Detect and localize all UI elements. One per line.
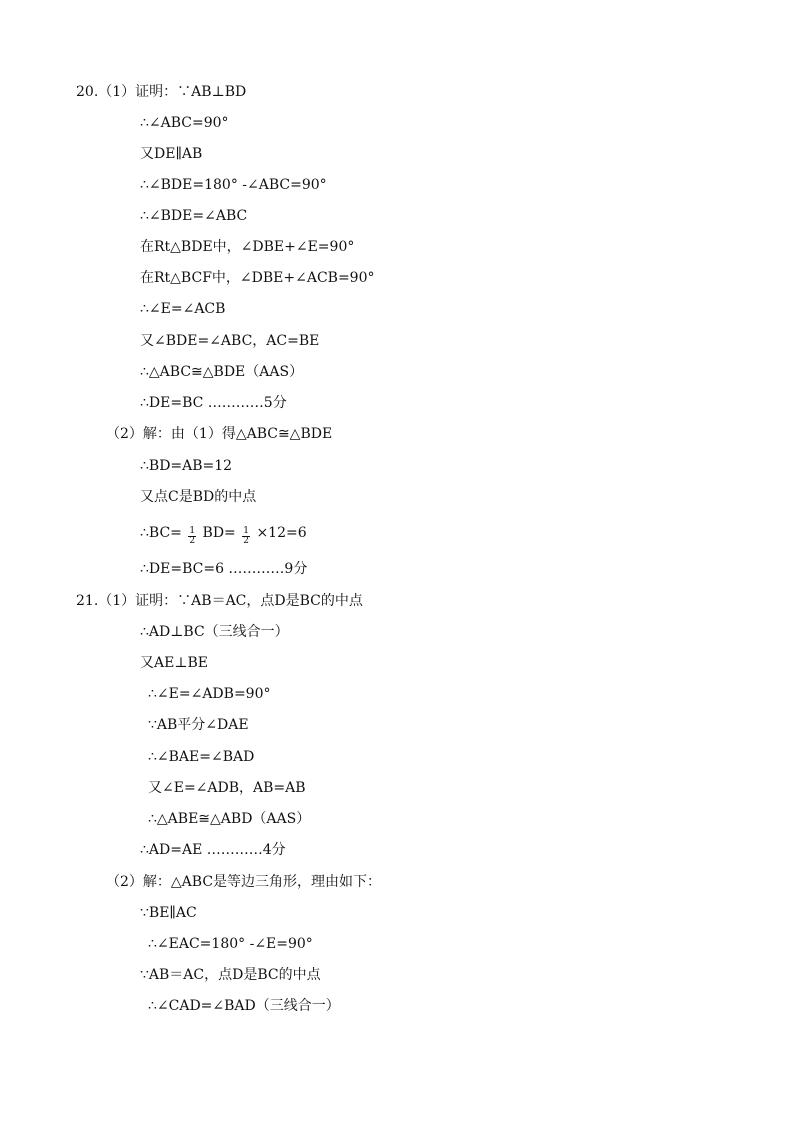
line-20-rt-bcf: 在Rt△BCF中，∠DBE+∠ACB=90° (140, 270, 375, 286)
line-21-ad-perp-bc: ∴AD⊥BC（三线合一） (140, 624, 289, 640)
line-21-e-adb-90: ∴∠E=∠ADB=90° (148, 686, 271, 702)
line-20-de-parallel: 又DE∥AB (140, 146, 203, 162)
line-21-e-adb-ab: 又∠E=∠ADB，AB=AB (148, 780, 306, 796)
line-20-bd-ab-12: ∴BD=AB=12 (140, 458, 233, 474)
fraction-b-denominator: 2 (243, 536, 249, 546)
line-20-c-midpoint: 又点C是BD的中点 (140, 489, 257, 505)
line-21-ad-ae: ∴AD=AE …………4分 (140, 842, 286, 858)
line-20-e-eq-acb: ∴∠E=∠ACB (140, 301, 226, 317)
fraction-one-half-a (188, 527, 196, 546)
fraction-one-half-b (242, 527, 250, 546)
line-20-1-head: 20.（1）证明：∵AB⊥BD (76, 84, 247, 100)
line-21-1-head: 21.（1）证明：∵AB＝AC，点D是BC的中点 (76, 593, 363, 609)
line-20-2-head: （2）解：由（1）得△ABC≅△BDE (106, 426, 333, 442)
line-20-bde-eq-abc: ∴∠BDE=∠ABC (140, 208, 248, 224)
line-21-congruent: ∴△ABE≅△ABD（AAS） (148, 811, 311, 827)
line-20-rt-bde: 在Rt△BDE中，∠DBE+∠E=90° (140, 239, 355, 255)
line-21-2-head: （2）解：△ABC是等边三角形，理由如下： (106, 874, 382, 890)
line-20-de-bc-6: ∴DE=BC=6 …………9分 (140, 561, 308, 577)
frac-line-suffix: ×12=6 (256, 525, 307, 541)
fraction-a-denominator: 2 (189, 536, 196, 546)
line-20-bc-fraction (140, 524, 307, 546)
line-20-de-eq-bc: ∴DE=BC …………5分 (140, 395, 287, 411)
line-20-bde-ac-be: 又∠BDE=∠ABC，AC=BE (140, 333, 320, 349)
frac-line-mid: BD= (202, 525, 236, 541)
line-21-ae-perp-be: 又AE⊥BE (140, 655, 209, 671)
line-21-be-parallel: ∵BE∥AC (140, 905, 197, 921)
fraction-a-numerator: 1 (189, 526, 196, 536)
line-20-congruent: ∴△ABC≅△BDE（AAS） (140, 364, 304, 380)
line-21-cad-bad: ∴∠CAD=∠BAD（三线合一） (148, 998, 340, 1014)
frac-line-prefix: ∴BC= (140, 525, 182, 541)
line-20-abc-90: ∴∠ABC=90° (140, 115, 229, 131)
line-21-eac-90: ∴∠EAC=180° -∠E=90° (148, 936, 313, 952)
line-21-ab-ac-midpoint: ∵AB＝AC，点D是BC的中点 (140, 967, 321, 983)
line-21-bae-bad: ∴∠BAE=∠BAD (148, 749, 255, 765)
line-21-ab-bisects: ∵AB平分∠DAE (148, 717, 249, 733)
line-20-bde-180: ∴∠BDE=180° -∠ABC=90° (140, 177, 327, 193)
fraction-b-numerator: 1 (243, 526, 249, 536)
